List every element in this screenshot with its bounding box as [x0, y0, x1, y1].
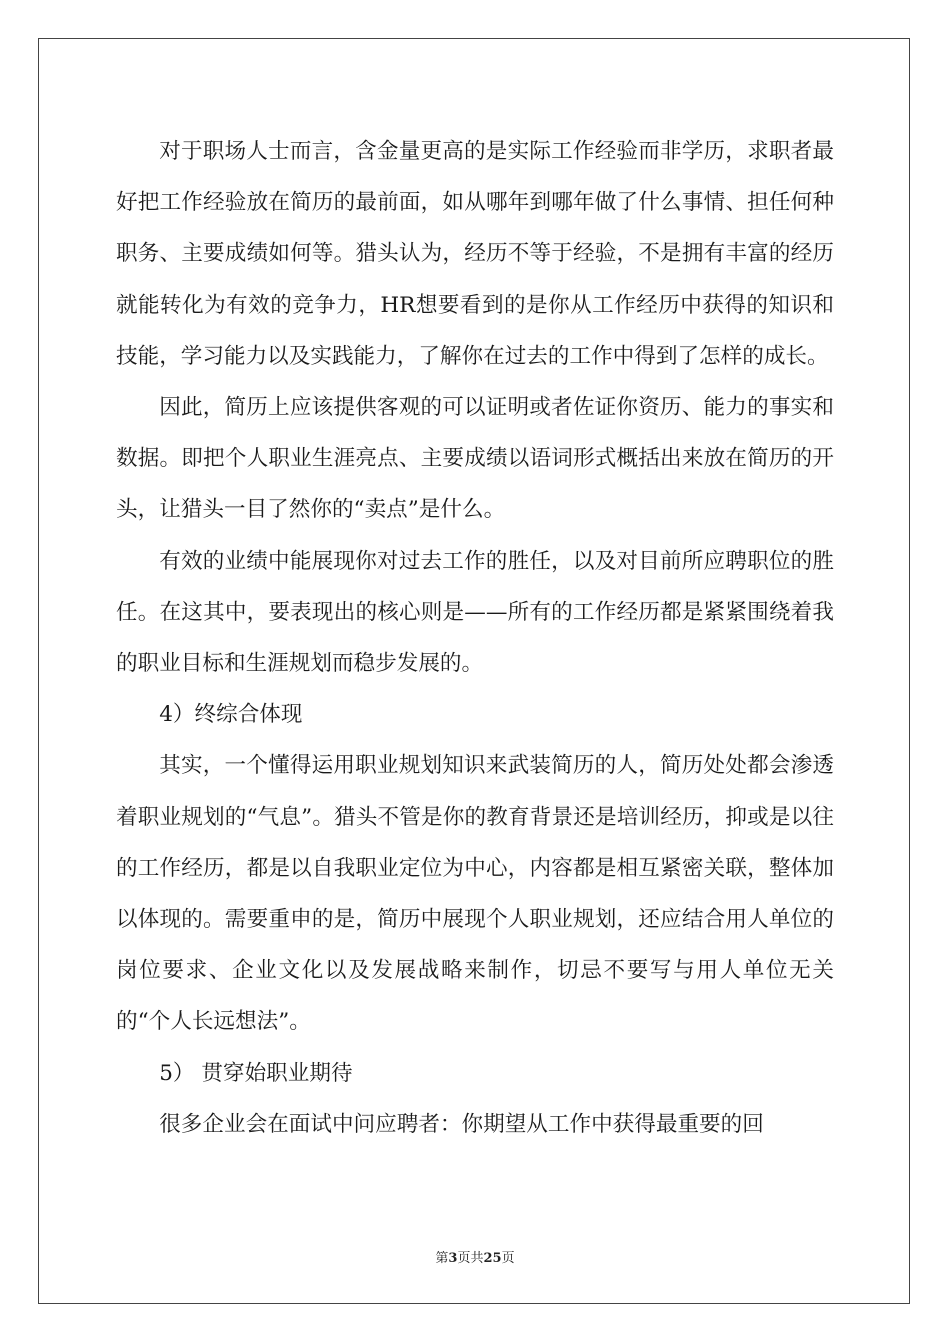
footer-page-prefix: 第 — [435, 1251, 449, 1266]
footer-page-suffix: 页 — [457, 1251, 471, 1266]
paragraph-work-experience: 对于职场人士而言，含金量更高的是实际工作经验而非学历，求职者最好把工作经验放在简历的最前面，如从哪年到哪年做了什么事情、担任何种职务、主要成绩如何等。猎头认为，经历不等于经验，不是拥有丰富的经历就能转化为有效的竞争力，HR想要看到的是你从工作经历中获得的知识和技能，学习能力以及实践能力，了解你在过去的工作中得到了怎样的成长。 — [116, 139, 834, 369]
paragraph-facts-and-data: 因此，简历上应该提供客观的可以证明或者佐证你资历、能力的事实和数据。即把个人职业生涯亮点、主要成绩以语词形式概括出来放在简历的开头，让猎头一目了然你的“卖点”是什么。 — [116, 395, 834, 523]
paragraph-effective-performance: 有效的业绩中能展现你对过去工作的胜任，以及对目前所应聘职位的胜任。在这其中，要表现出的核心则是——所有的工作经历都是紧紧围绕着我的职业目标和生涯规划而稳步发展的。 — [116, 548, 834, 677]
section-heading-4: 4）终综合体现 — [159, 702, 303, 728]
footer-page-number: 3 — [448, 1251, 458, 1266]
paragraph-interview-question: 很多企业会在面试中问应聘者：你期望从工作中获得最重要的回 — [159, 1111, 764, 1137]
footer-total-pages: 25 — [483, 1251, 502, 1266]
section-heading-5: 5） 贯穿始职业期待 — [159, 1060, 353, 1086]
footer-total-suffix: 页 — [501, 1251, 515, 1266]
document-body — [116, 126, 834, 1150]
page-footer — [0, 1247, 950, 1266]
paragraph-career-planning: 其实，一个懂得运用职业规划知识来武装简历的人，简历处处都会渗透着职业规划的“气息”。猎头不管是你的教育背景还是培训经历，抑或是以往的工作经历，都是以自我职业定位为中心，内容都是相互紧密关联，整体加以体现的。需要重申的是，简历中展现个人职业规划，还应结合用人单位的岗位要求、企业文化以及发展战略来制作，切忌不要写与用人单位无关的“个人长远想法”。 — [116, 753, 834, 1035]
footer-total-prefix: 共 — [470, 1251, 484, 1266]
